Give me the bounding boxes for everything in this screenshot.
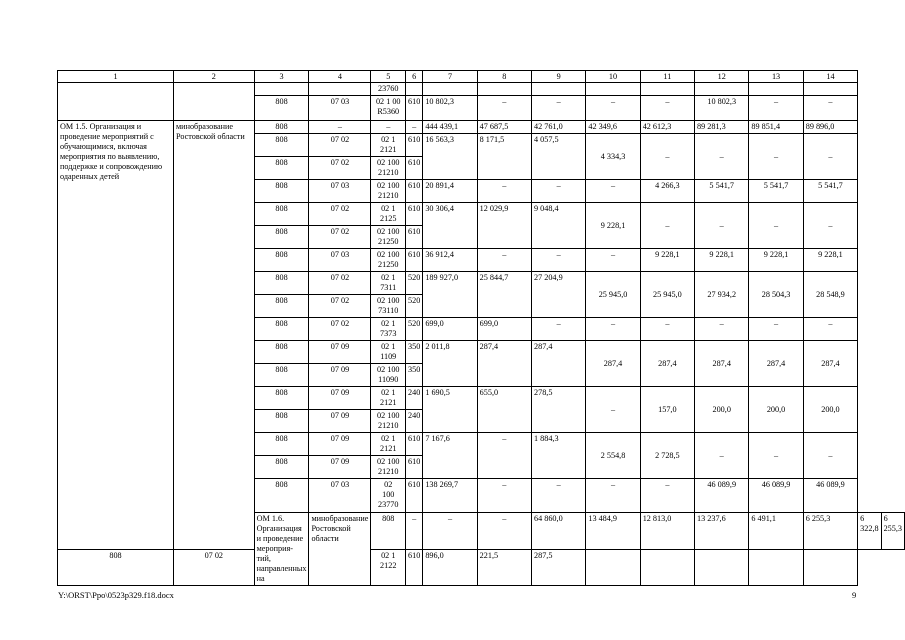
cell: 02 100 21210 — [371, 456, 406, 479]
executor: минобразование Ростовской области — [174, 121, 255, 550]
cell: 46 089,9 — [749, 479, 803, 513]
cell: 02 100 21250 — [371, 226, 406, 249]
cell: 02 100 21210 — [371, 410, 406, 433]
cell: – — [640, 134, 694, 180]
budget-table — [57, 70, 905, 586]
cell: 20 891,4 — [423, 180, 477, 203]
cell: 64 860,0 — [532, 513, 586, 550]
cell: 02 1 7311 — [371, 272, 406, 295]
cell: – — [803, 96, 857, 121]
cell: 07 02 — [174, 549, 255, 586]
cell: – — [532, 96, 586, 121]
cell: 610 — [406, 456, 423, 479]
cell: 07 09 — [309, 433, 371, 456]
cell: 07 09 — [309, 456, 371, 479]
col-header: 9 — [532, 71, 586, 83]
cell: 189 927,0 — [423, 272, 477, 318]
cell: 02 100 21210 — [371, 157, 406, 180]
cell: 9 228,1 — [640, 249, 694, 272]
cell: 02 1 7373 — [371, 318, 406, 341]
cell: 10 802,3 — [423, 96, 477, 121]
cell: 287,4 — [477, 341, 531, 387]
cell: 808 — [254, 456, 309, 479]
cell: – — [586, 479, 640, 513]
col-header: 12 — [695, 71, 749, 83]
cell: 520 — [406, 318, 423, 341]
cell: 6 491,1 — [749, 513, 803, 550]
cell: 287,5 — [532, 549, 586, 586]
cell: 610 — [406, 203, 423, 226]
cell: 287,4 — [749, 341, 803, 387]
cell: 221,5 — [477, 549, 531, 586]
cell: 07 03 — [309, 479, 371, 513]
cell — [423, 83, 477, 96]
cell: – — [749, 433, 803, 479]
cell: 610 — [406, 226, 423, 249]
cell: 02 100 23770 — [371, 479, 406, 513]
cell: 25 945,0 — [586, 272, 640, 318]
cell: 42 761,0 — [532, 121, 586, 134]
cell: 12 029,9 — [477, 203, 531, 249]
cell: 287,4 — [695, 341, 749, 387]
cell: 138 269,7 — [423, 479, 477, 513]
cell: 07 02 — [309, 226, 371, 249]
col-header: 10 — [586, 71, 640, 83]
cell: – — [371, 121, 406, 134]
cell: 02 1 1109 — [371, 341, 406, 364]
cell — [640, 549, 694, 586]
cell: 287,4 — [803, 341, 857, 387]
table-row — [58, 83, 905, 96]
cell: 28 548,9 — [803, 272, 857, 318]
cell: 5 541,7 — [749, 180, 803, 203]
col-header: 13 — [749, 71, 803, 83]
cell: 02 100 11090 — [371, 364, 406, 387]
col-header: 4 — [309, 71, 371, 83]
cell: 610 — [406, 433, 423, 456]
cell: 12 813,0 — [640, 513, 694, 550]
cell: – — [532, 249, 586, 272]
cell — [640, 83, 694, 96]
cell: 25 844,7 — [477, 272, 531, 318]
cell: 4 266,3 — [640, 180, 694, 203]
cell: 808 — [254, 295, 309, 318]
cell: 520 — [406, 272, 423, 295]
cell: 808 — [254, 387, 309, 410]
cell: – — [640, 318, 694, 341]
cell: 610 — [406, 549, 423, 586]
col-header: 8 — [477, 71, 531, 83]
cell: 02 1 2122 — [371, 549, 406, 586]
cell: 699,0 — [477, 318, 531, 341]
cell: 808 — [254, 341, 309, 364]
cell: 13 484,9 — [586, 513, 640, 550]
cell: 287,4 — [640, 341, 694, 387]
cell: 200,0 — [803, 387, 857, 433]
cell: 610 — [406, 249, 423, 272]
measure-title: ОМ 1.6. Организация и проведение мероприя-тий, направленных на — [254, 513, 309, 586]
cell: 2 728,5 — [640, 433, 694, 479]
cell: – — [406, 513, 423, 550]
cell — [532, 83, 586, 96]
cell: 808 — [254, 96, 309, 121]
cell: 610 — [406, 180, 423, 203]
cell: 89 281,3 — [695, 121, 749, 134]
cell: 07 02 — [309, 272, 371, 295]
cell: 6 255,3 — [881, 513, 904, 550]
cell: 46 089,9 — [803, 479, 857, 513]
cell: 07 03 — [309, 96, 371, 121]
cell: 02 1 2125 — [371, 203, 406, 226]
cell: – — [477, 180, 531, 203]
cell — [309, 83, 371, 96]
cell: – — [586, 180, 640, 203]
cell: – — [423, 513, 477, 550]
cell: 4 334,3 — [586, 134, 640, 180]
cell: 5 541,7 — [803, 180, 857, 203]
measure-title: ОМ 1.5. Организация и проведение мероприятий с обучающимися, включая мероприятия по выявлению, поддержке и сопровождению одаренных детей — [58, 121, 174, 550]
cell: 02 1 2121 — [371, 433, 406, 456]
cell: 07 03 — [309, 249, 371, 272]
cell: 610 — [406, 96, 423, 121]
cell: 896,0 — [423, 549, 477, 586]
col-header: 11 — [640, 71, 694, 83]
cell: 808 — [254, 433, 309, 456]
cell: 02 1 00 R5360 — [371, 96, 406, 121]
cell: – — [695, 203, 749, 249]
cell: – — [532, 318, 586, 341]
cell: 47 687,5 — [477, 121, 531, 134]
cell: 46 089,9 — [695, 479, 749, 513]
cell: 02 1 2121 — [371, 134, 406, 157]
cell: 200,0 — [749, 387, 803, 433]
cell — [477, 83, 531, 96]
cell: 16 563,3 — [423, 134, 477, 180]
cell: 808 — [254, 226, 309, 249]
cell: 9 048,4 — [532, 203, 586, 249]
col-header: 6 — [406, 71, 423, 83]
cell: – — [532, 180, 586, 203]
cell: 808 — [254, 157, 309, 180]
cell: – — [477, 249, 531, 272]
cell: 02 100 21210 — [371, 180, 406, 203]
cell: 1 884,3 — [532, 433, 586, 479]
cell: 42 349,6 — [586, 121, 640, 134]
cell: – — [695, 318, 749, 341]
cell: 157,0 — [640, 387, 694, 433]
cell: 350 — [406, 364, 423, 387]
cell: 25 945,0 — [640, 272, 694, 318]
cell: – — [477, 96, 531, 121]
cell: – — [803, 203, 857, 249]
cell: 287,4 — [532, 341, 586, 387]
cell — [695, 549, 749, 586]
cell: 287,4 — [586, 341, 640, 387]
col-header: 2 — [174, 71, 255, 83]
cell: 240 — [406, 387, 423, 410]
cell: 808 — [254, 134, 309, 157]
cell — [586, 549, 640, 586]
cell: 699,0 — [423, 318, 477, 341]
cell: – — [406, 121, 423, 134]
cell: – — [640, 479, 694, 513]
cell: 42 612,3 — [640, 121, 694, 134]
cell: 808 — [254, 249, 309, 272]
cell: – — [749, 203, 803, 249]
cell: 655,0 — [477, 387, 531, 433]
cell: 2 011,8 — [423, 341, 477, 387]
cell: 808 — [254, 180, 309, 203]
cell: 07 09 — [309, 387, 371, 410]
cell: 8 171,5 — [477, 134, 531, 180]
cell: 9 228,1 — [749, 249, 803, 272]
cell: 278,5 — [532, 387, 586, 433]
page-number: 9 — [852, 590, 857, 600]
cell: – — [749, 96, 803, 121]
cell: 27 934,2 — [695, 272, 749, 318]
cell: – — [803, 134, 857, 180]
cell: 10 802,3 — [695, 96, 749, 121]
cell: 808 — [254, 203, 309, 226]
cell — [58, 83, 174, 121]
cell: 7 167,6 — [423, 433, 477, 479]
cell: 350 — [406, 341, 423, 364]
cell: – — [803, 318, 857, 341]
cell — [803, 83, 857, 96]
cell: – — [586, 387, 640, 433]
cell: 808 — [58, 549, 174, 586]
header-row — [58, 71, 905, 83]
cell: – — [749, 134, 803, 180]
cell: 07 02 — [309, 318, 371, 341]
cell: 610 — [406, 479, 423, 513]
cell: – — [695, 433, 749, 479]
cell: 07 02 — [309, 157, 371, 180]
cell — [254, 83, 309, 96]
cell: 808 — [254, 410, 309, 433]
cell — [586, 83, 640, 96]
cell: 4 057,5 — [532, 134, 586, 180]
cell: 07 02 — [309, 203, 371, 226]
cell: 610 — [406, 157, 423, 180]
cell: 9 228,1 — [695, 249, 749, 272]
cell: – — [586, 96, 640, 121]
cell: 610 — [406, 134, 423, 157]
cell: – — [309, 121, 371, 134]
col-header: 7 — [423, 71, 477, 83]
cell: – — [586, 318, 640, 341]
cell: 6 255,3 — [803, 513, 857, 550]
cell: 02 1 2121 — [371, 387, 406, 410]
cell: 89 851,4 — [749, 121, 803, 134]
table-row — [58, 549, 905, 586]
cell: – — [640, 96, 694, 121]
executor: минобразование Ростовской области — [309, 513, 371, 586]
cell: 200,0 — [695, 387, 749, 433]
col-header: 5 — [371, 71, 406, 83]
cell — [695, 83, 749, 96]
cell: 07 02 — [309, 134, 371, 157]
cell: 240 — [406, 410, 423, 433]
cell: 1 690,5 — [423, 387, 477, 433]
cell — [406, 83, 423, 96]
cell: – — [803, 433, 857, 479]
cell: 02 100 73110 — [371, 295, 406, 318]
cell: – — [586, 249, 640, 272]
cell: 07 09 — [309, 364, 371, 387]
cell — [749, 549, 803, 586]
cell: 02 100 21250 — [371, 249, 406, 272]
cell: 520 — [406, 295, 423, 318]
cell — [803, 549, 857, 586]
cell: – — [477, 513, 531, 550]
cell: 9 228,1 — [586, 203, 640, 249]
table-row — [58, 121, 905, 134]
cell: – — [532, 479, 586, 513]
cell: 808 — [254, 318, 309, 341]
cell: 07 03 — [309, 180, 371, 203]
cell: 07 02 — [309, 295, 371, 318]
cell: 5 541,7 — [695, 180, 749, 203]
cell: 36 912,4 — [423, 249, 477, 272]
cell: – — [695, 134, 749, 180]
cell — [749, 83, 803, 96]
col-header: 14 — [803, 71, 857, 83]
col-header: 3 — [254, 71, 309, 83]
cell: 808 — [254, 121, 309, 134]
cell: 30 306,4 — [423, 203, 477, 249]
cell: 07 09 — [309, 341, 371, 364]
cell: 27 204,9 — [532, 272, 586, 318]
cell: – — [477, 479, 531, 513]
cell: – — [640, 203, 694, 249]
cell: 28 504,3 — [749, 272, 803, 318]
cell: – — [749, 318, 803, 341]
cell — [174, 83, 255, 121]
cell: – — [477, 433, 531, 479]
cell: 07 09 — [309, 410, 371, 433]
cell: 808 — [371, 513, 406, 550]
cell: 23760 — [371, 83, 406, 96]
cell: 6 322,8 — [858, 513, 881, 550]
cell: 808 — [254, 364, 309, 387]
col-header: 1 — [58, 71, 174, 83]
cell: 444 439,1 — [423, 121, 477, 134]
cell: 808 — [254, 272, 309, 295]
cell: 89 896,0 — [803, 121, 857, 134]
cell: 9 228,1 — [803, 249, 857, 272]
file-path: Y:\ORST\Ppo\0523p329.f18.docx — [58, 590, 174, 600]
cell: 808 — [254, 479, 309, 513]
cell: 13 237,6 — [695, 513, 749, 550]
cell: 2 554,8 — [586, 433, 640, 479]
